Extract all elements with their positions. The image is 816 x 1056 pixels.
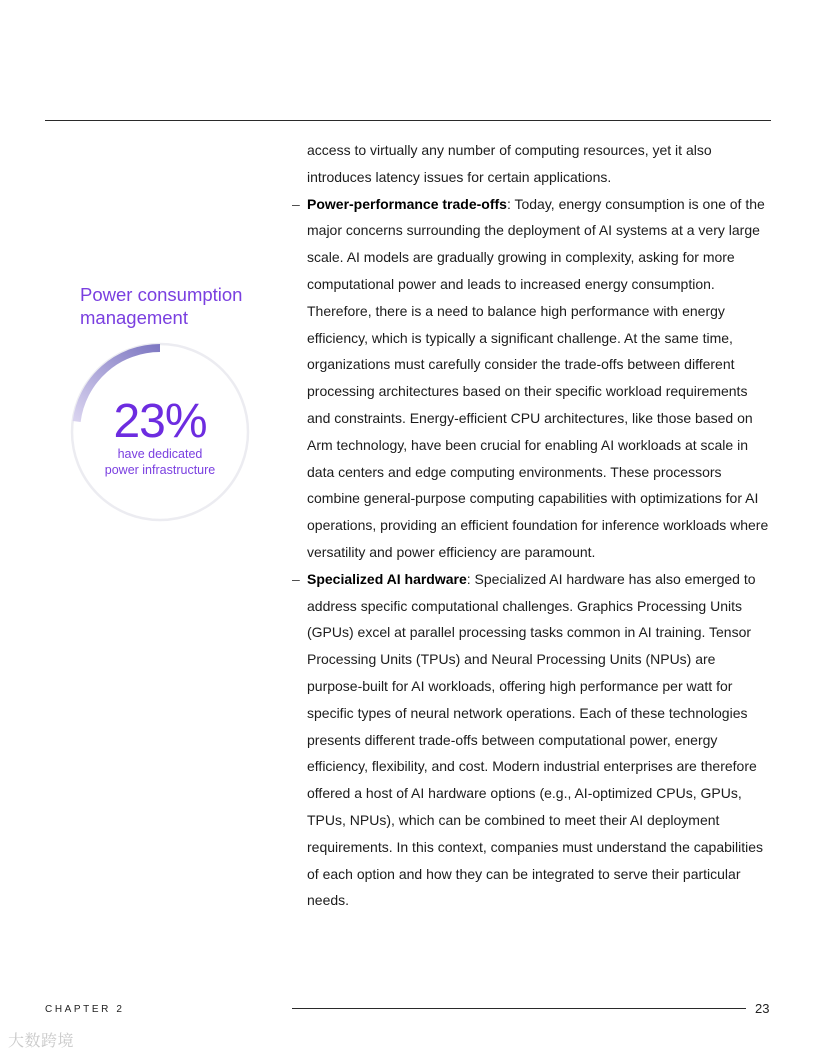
bullet-text: : Today, energy consumption is one of the major concerns surrounding the deployment of AI systems at a very large scale. AI models are gradually growing in complexity, asking for more computational power and leads to increased energy consumption. Therefore, there is a need to balance high performance with energy efficiency, which is typically a significant challenge. At the same time, organizations must carefully consider the trade-offs between different processing architectures based on their specific workload requirements and constraints. Energy-efficient CPU architectures, like those based on Arm technology, have been crucial for enabling AI workloads at scale in data centers and edge computing environments. These processors combine general-purpose computing capabilities with optimizations for AI operations, providing an efficient foundation for inference workloads where versatility and power efficiency are paramount. <box>307 195 769 560</box>
bullet-specialized-hardware <box>292 566 773 914</box>
stat-caption-line2: power infrastructure <box>104 462 216 477</box>
body-text <box>292 137 773 914</box>
stat-gauge <box>68 340 252 524</box>
stat-caption <box>68 447 252 478</box>
page-number: 23 <box>755 1001 770 1016</box>
footer-divider <box>292 1008 746 1009</box>
watermark: 大数跨境 <box>8 1033 75 1050</box>
bullet-lead: Specialized AI hardware <box>307 570 467 587</box>
stat-value: 23% <box>113 395 207 448</box>
bullet-dash: – <box>292 195 300 212</box>
chapter-label: CHAPTER 2 <box>45 1004 125 1015</box>
bullet-text: : Specialized AI hardware has also emerged to address specific computational challenges. Graphics Processing Units (GPUs) excel at parallel processing tasks common in AI training. Tensor Processing Units (TPUs) and Neural Processing Units (NPUs) are purpose-built for AI workloads, offering high performance per watt for specific types of neural network operations. Each of these technologies presents different trade-offs between computational power, energy efficiency, flexibility, and cost. Modern industrial enterprises are therefore offered a host of AI hardware options (e.g., AI-optimized CPUs, GPUs, TPUs, NPUs), which can be combined to meet their AI deployment requirements. In this context, companies must understand the capabilities of each option and how they can be integrated to serve their particular needs. <box>307 570 764 909</box>
top-divider <box>45 120 771 121</box>
bullet-dash: – <box>292 570 300 587</box>
sidebar-title: Power consumption management <box>80 284 243 328</box>
bullet-power-performance <box>292 191 773 566</box>
continuation-paragraph: access to virtually any number of computing resources, yet it also introduces latency issues for certain applications. <box>307 142 712 185</box>
bullet-lead: Power-performance trade-offs <box>307 195 507 212</box>
stat-caption-line1: have dedicated <box>117 447 203 461</box>
